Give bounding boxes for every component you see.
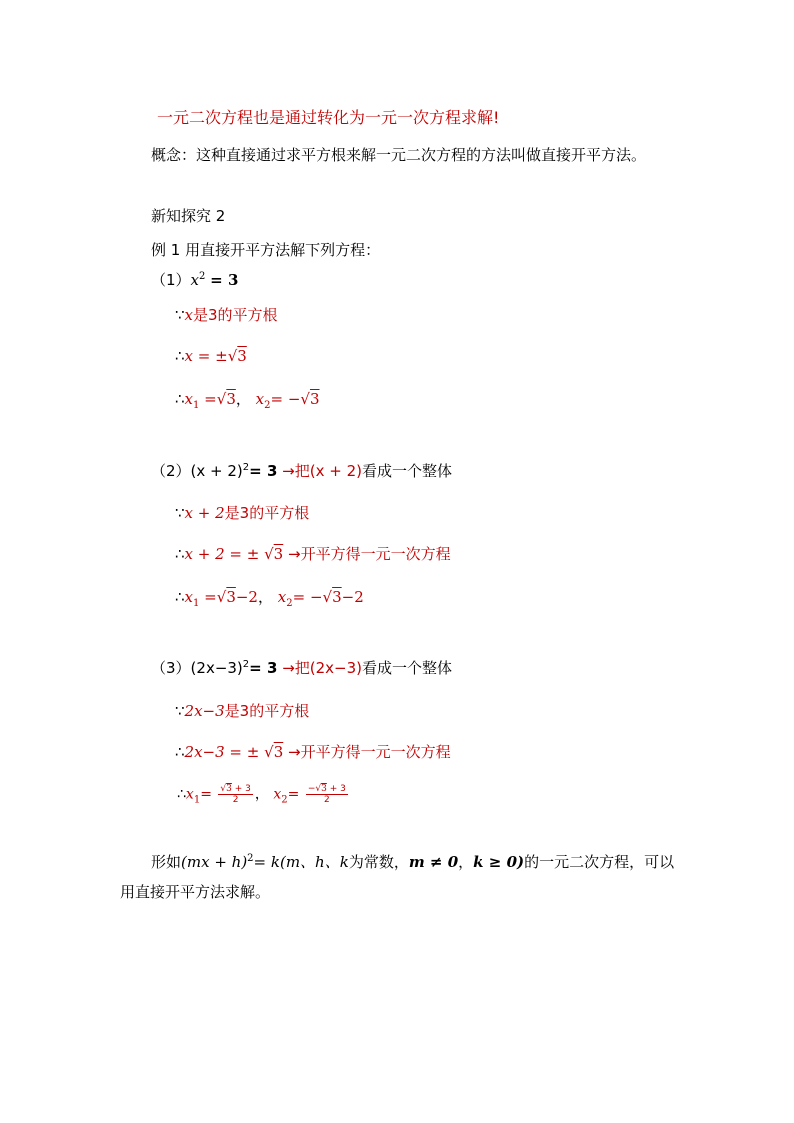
problem-1-equation: $(1)x^2 = 3$ — [151, 271, 239, 289]
fraction-x1: $\frac{√3 + 3}{2}$ — [220, 784, 251, 805]
problem-2-equation: $(2)(x + 2)^2= 3$ →把(x + 2)看成一个整体 — [151, 462, 452, 480]
problem-label: （1） — [151, 271, 191, 289]
summary-line-1: 形如(mx + h)$^2$= k(m、h、k为常数，m ≠ 0，k ≥ 0)的一元二次方程，可以 — [151, 853, 675, 871]
intro-sentence: 一元二次方程也是通过转化为一元一次方程求解! — [157, 108, 500, 127]
problem-3-step-3: $\therefore x_1=$ $\frac{√3 + 3}{2}$ ， $x_2=$ $\frac{-√3 + 3}{2}$ — [177, 784, 346, 806]
problem-3-equation: $(3)(2x-3)^2= 3$ →把(2x−3)看成一个整体 — [151, 659, 453, 677]
problem-1-step-3: $\therefore x_1 =√3$， $x_2= -√3$ — [175, 390, 320, 411]
problem-3-step-2: ∴2x−3 = ± √3 →开平方得一元一次方程 — [175, 743, 451, 761]
section-title: 新知探究 2 — [151, 207, 226, 225]
problem-1-step-1: ∵x是3的平方根 — [175, 306, 278, 324]
problem-2-step-1: ∵x + 2是3的平方根 — [175, 504, 310, 522]
problem-2-step-3: $\therefore x_1 =√3-2$， $x_2= -√3-2$ — [175, 588, 364, 609]
summary-line-2: 用直接开平方法求解。 — [120, 883, 271, 901]
fraction-x2: $\frac{-√3 + 3}{2}$ — [307, 784, 346, 805]
concept-definition: 概念：这种直接通过求平方根来解一元二次方程的方法叫做直接开平方法。 — [151, 146, 647, 164]
problem-label: （2） — [151, 462, 191, 480]
problem-2-step-2: ∴x + 2 = ± √3 →开平方得一元一次方程 — [175, 545, 451, 563]
problem-1-step-2: ∴x = ±√3 — [175, 347, 247, 365]
problem-label: （3） — [151, 659, 191, 677]
example-intro: 例 1 用直接开平方法解下列方程： — [151, 241, 381, 259]
problem-3-step-1: ∵2x−3是3的平方根 — [175, 702, 310, 720]
